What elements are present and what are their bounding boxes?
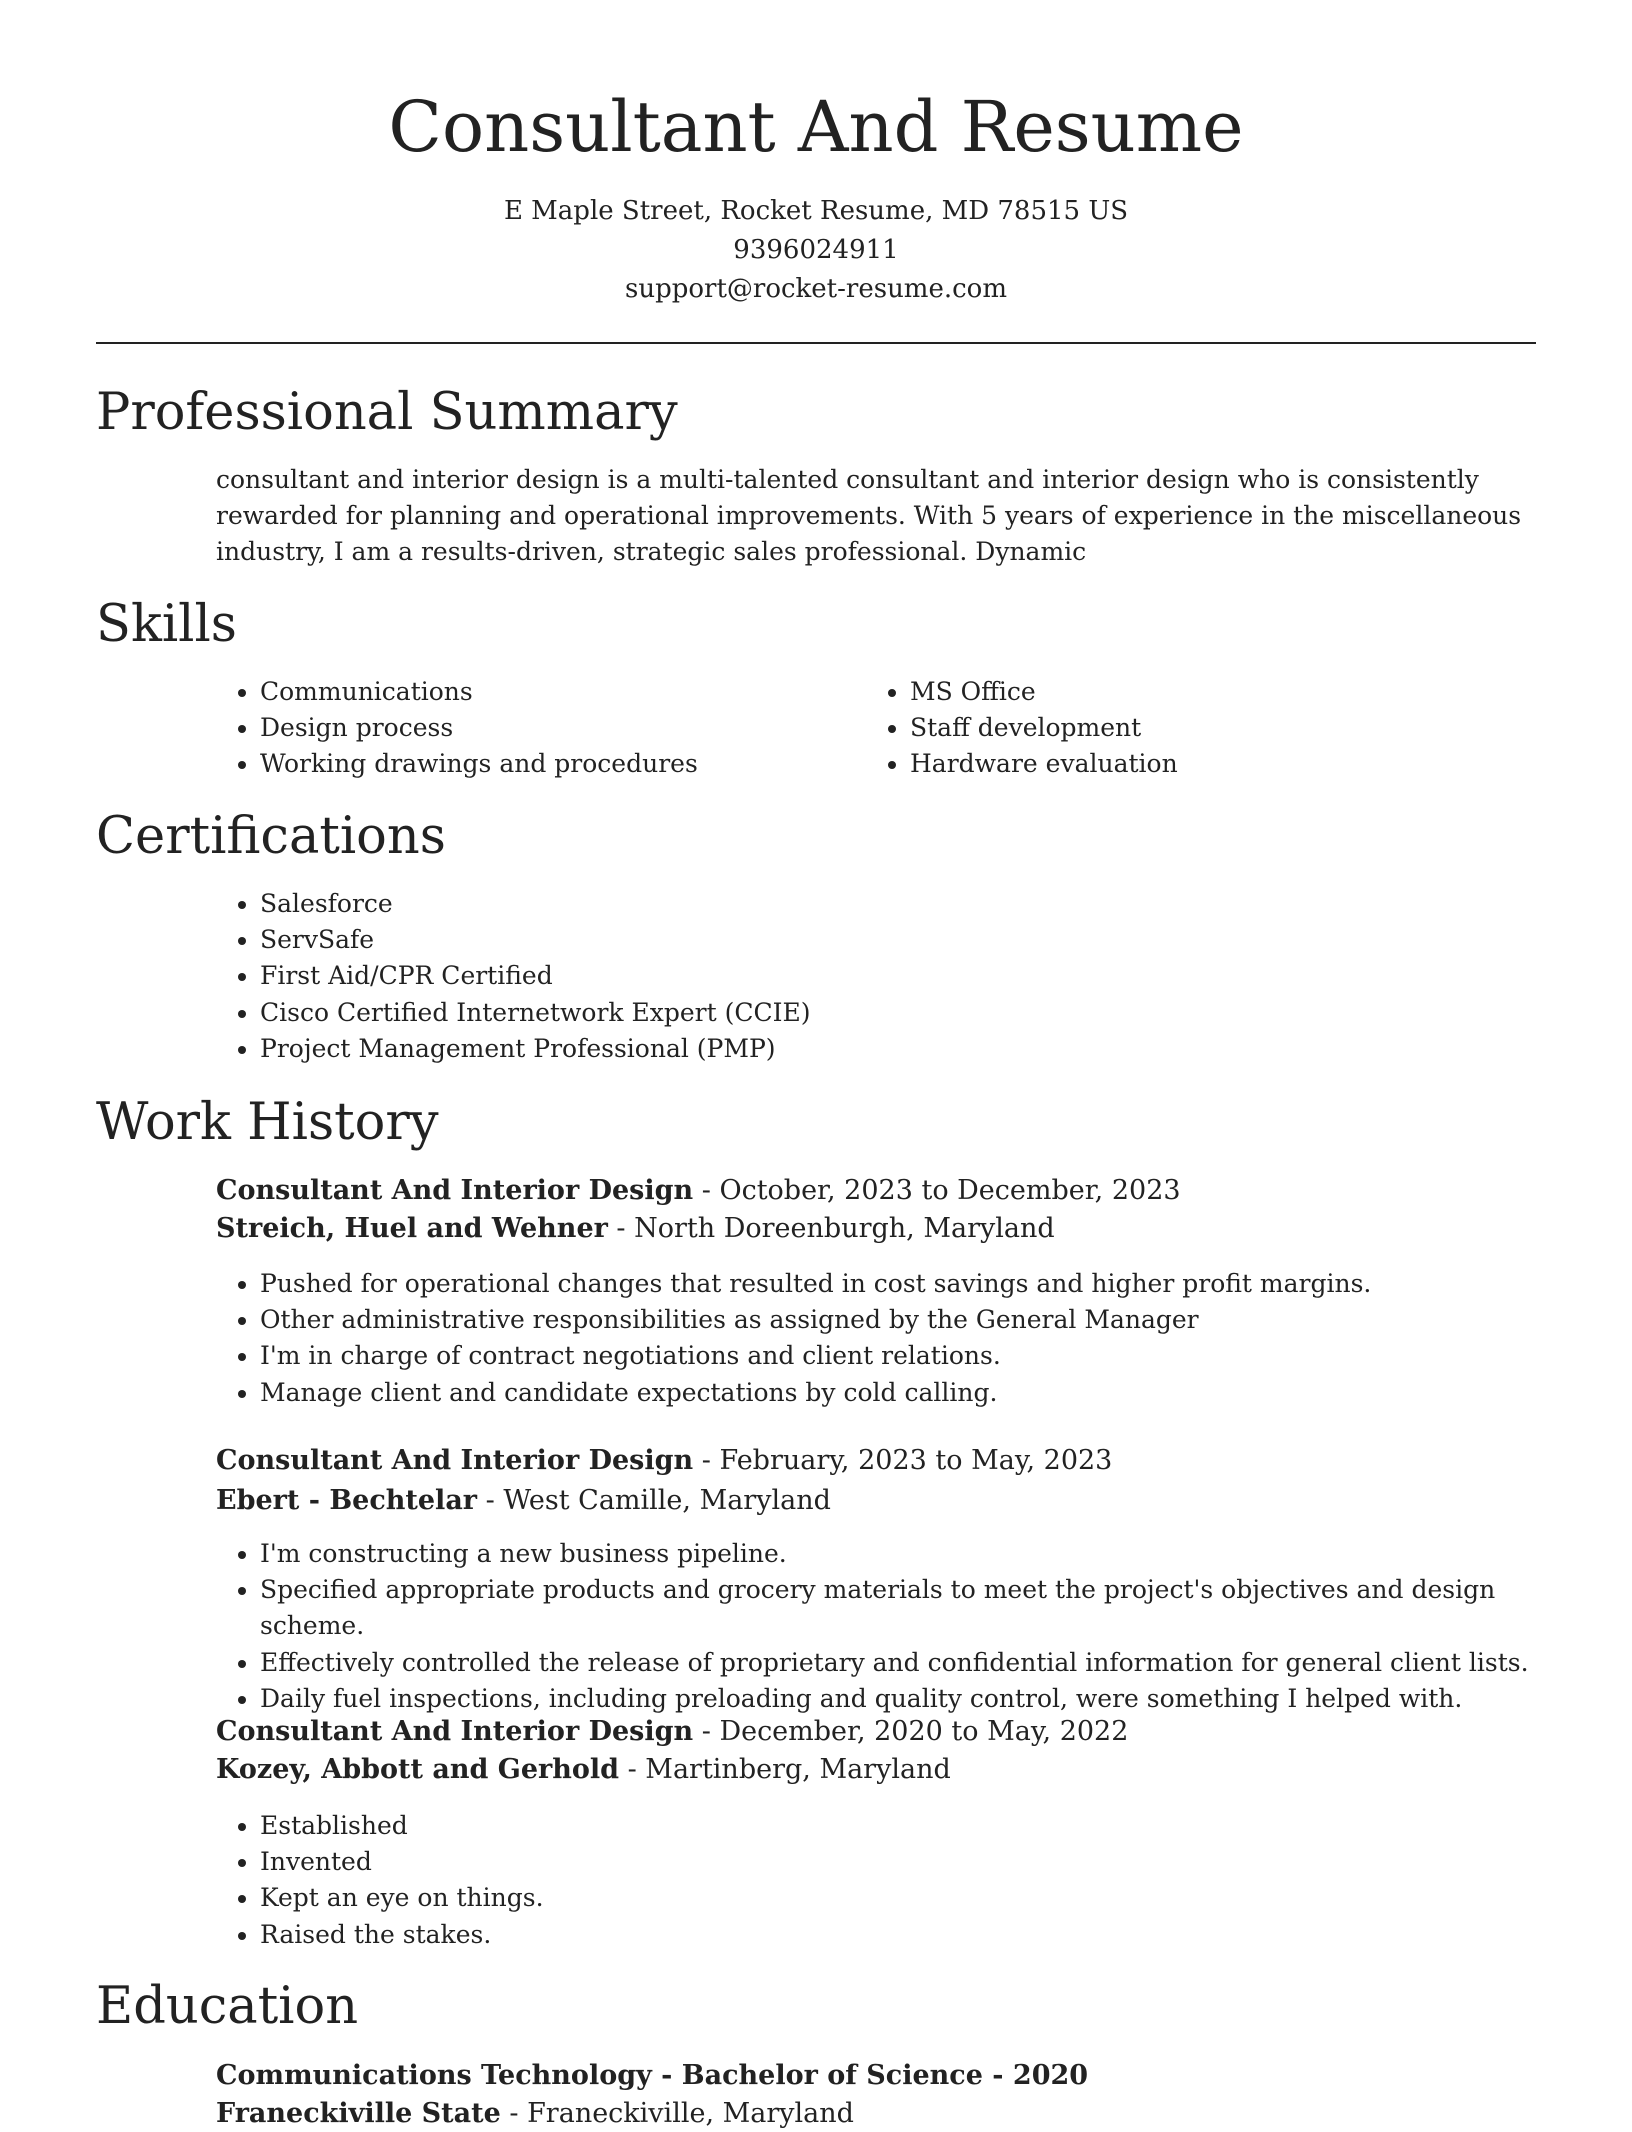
job-bullet: • Kept an eye on things. <box>260 1880 1580 1916</box>
job-bullet: • Raised the stakes. <box>260 1917 1580 1953</box>
skills-heading: Skills <box>96 595 237 654</box>
education-degree-line <box>216 2058 1088 2094</box>
job-bullet: • I'm constructing a new business pipeline. <box>260 1536 1600 1572</box>
resume-name: Consultant And Resume <box>388 86 1244 168</box>
education-heading: Education <box>96 1977 359 2036</box>
separator: - <box>500 2098 528 2129</box>
skill-item: • MS Office <box>910 674 1530 710</box>
job-company: Kozey, Abbott and Gerhold <box>216 1754 619 1785</box>
skill-item: • Staff development <box>910 710 1530 746</box>
job-location: West Camille, Maryland <box>503 1485 831 1516</box>
job-bullet: • Other administrative responsibilities as assigned by the General Manager <box>260 1302 1580 1338</box>
job-role: Consultant And Interior Design <box>216 1175 694 1206</box>
job-company: Ebert - Bechtelar <box>216 1485 478 1516</box>
skills-list-left <box>216 674 820 783</box>
separator: - <box>693 1445 720 1476</box>
separator: - <box>477 1485 504 1516</box>
job-role: Consultant And Interior Design <box>216 1716 694 1747</box>
job-company: Streich, Huel and Wehner <box>216 1213 608 1244</box>
separator: - <box>607 1213 635 1244</box>
job-location: North Doreenburgh, Maryland <box>634 1213 1055 1244</box>
certifications-heading: Certifications <box>96 807 446 866</box>
separator: - <box>693 1175 720 1206</box>
skills-list-right <box>866 674 1530 783</box>
job-company-line <box>216 1483 831 1519</box>
job-bullet: • Manage client and candidate expectations by cold calling. <box>260 1375 1580 1411</box>
certification-item: • Salesforce <box>260 886 1460 922</box>
job-title-line <box>216 1173 1181 1209</box>
job-location: Martinberg, Maryland <box>645 1754 951 1785</box>
job-role: Consultant And Interior Design <box>216 1445 694 1476</box>
job-title-line <box>216 1714 1128 1750</box>
work-history-heading: Work History <box>96 1093 439 1152</box>
job-title-line <box>216 1443 1112 1479</box>
job-bullet: • Specified appropriate products and grocery materials to meet the project's objectives and design scheme. <box>260 1572 1600 1644</box>
skill-item: • Design process <box>260 710 820 746</box>
education-field: Communications Technology <box>216 2060 652 2091</box>
certification-item: • First Aid/CPR Certified <box>260 958 1460 994</box>
education-school: Franeckiville State <box>216 2098 501 2129</box>
education-degree: Bachelor of Science <box>681 2060 983 2091</box>
contact-phone: 9396024911 <box>733 235 899 265</box>
job-bullet: • Established <box>260 1808 1580 1844</box>
certification-item: • Cisco Certified Internetwork Expert (CCIE) <box>260 995 1460 1031</box>
skill-item: • Hardware evaluation <box>910 746 1530 782</box>
education-school-line <box>216 2096 854 2132</box>
job-bullet: • Pushed for operational changes that resulted in cost savings and higher profit margins. <box>260 1266 1580 1302</box>
contact-address: E Maple Street, Rocket Resume, MD 78515 US <box>503 196 1129 226</box>
job-dates: February, 2023 to May, 2023 <box>719 1445 1113 1476</box>
job-company-line <box>216 1211 1055 1247</box>
job-bullet: • Daily fuel inspections, including preloading and quality control, were something I helped with. <box>260 1681 1600 1717</box>
certification-item: • ServSafe <box>260 922 1460 958</box>
certification-item: • Project Management Professional (PMP) <box>260 1031 1460 1067</box>
job-bullet: • Effectively controlled the release of proprietary and confidential information for general client lists. <box>260 1645 1600 1681</box>
education-year: 2020 <box>1012 2060 1089 2091</box>
separator: - <box>619 1754 646 1785</box>
job-company-line <box>216 1752 951 1788</box>
separator: - <box>693 1716 720 1747</box>
job-bullet: • I'm in charge of contract negotiations and client relations. <box>260 1338 1580 1374</box>
education-location: Franeckiville, Maryland <box>527 2098 854 2129</box>
skill-item: • Communications <box>260 674 820 710</box>
contact-email: support@rocket-resume.com <box>624 274 1007 304</box>
job-bullets <box>216 1266 1580 1411</box>
job-dates: December, 2020 to May, 2022 <box>719 1716 1129 1747</box>
header-divider <box>96 342 1536 344</box>
job-bullets <box>216 1808 1580 1953</box>
separator: - <box>982 2060 1013 2091</box>
job-bullets <box>216 1536 1600 1717</box>
skill-item: • Working drawings and procedures <box>260 746 820 782</box>
certifications-list <box>216 886 1460 1067</box>
job-dates: October, 2023 to December, 2023 <box>719 1175 1181 1206</box>
contact-block <box>96 192 1536 309</box>
separator: - <box>651 2060 682 2091</box>
summary-text: consultant and interior design is a multi-talented consultant and interior design who is consistently rewarded for planning and operational improvements. With 5 years of experience in the miscellaneous industry, I am a results-driven, strategic sales professional. Dynamic <box>216 465 1522 566</box>
job-bullet: • Invented <box>260 1844 1580 1880</box>
summary-heading: Professional Summary <box>96 383 678 442</box>
